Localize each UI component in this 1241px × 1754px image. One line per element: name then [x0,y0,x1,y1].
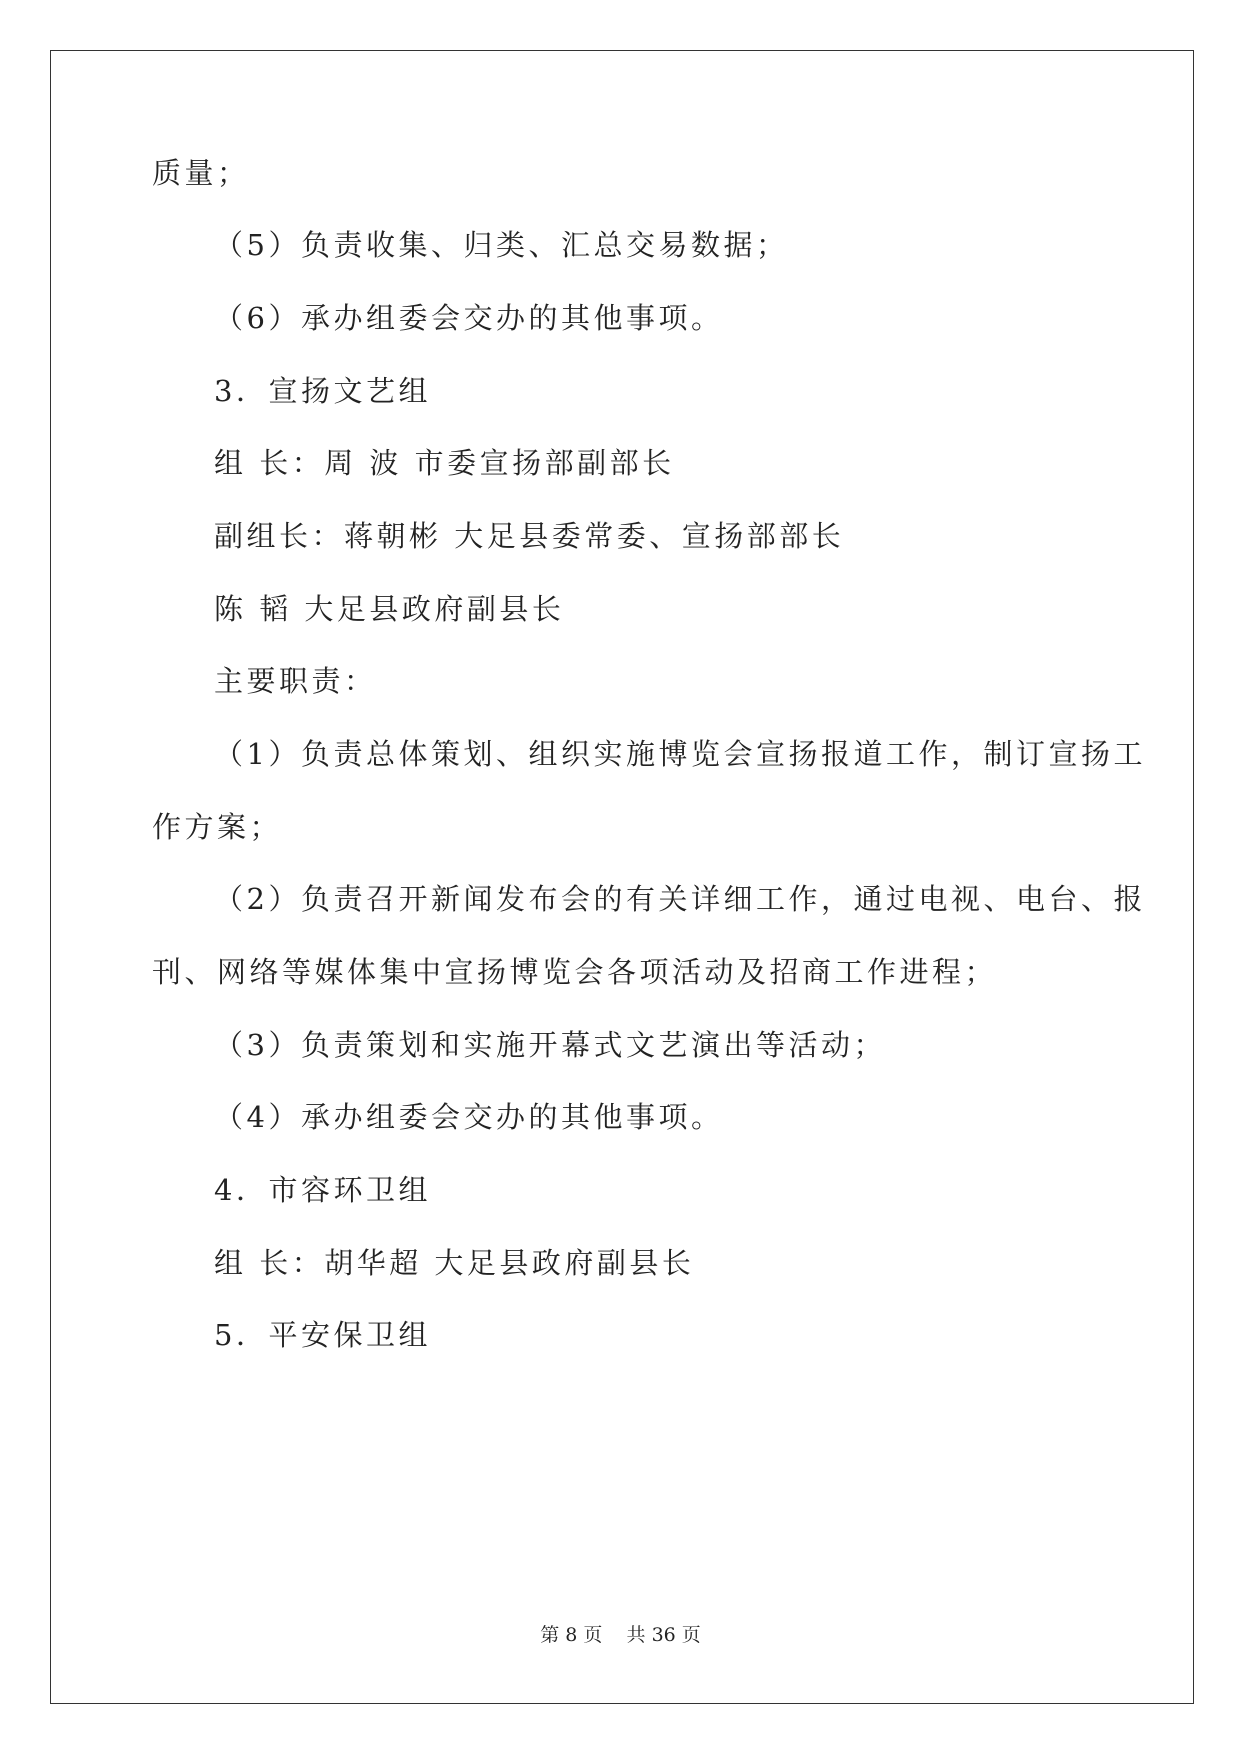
text-line: 质量； [152,156,250,190]
text-line: 作方案； [152,810,283,844]
text-line: （1）负责总体策划、组织实施博览会宣扬报道工作，制订宣扬工 [214,737,1146,771]
text-line: （4）承办组委会交办的其他事项。 [214,1100,724,1134]
page-number-footer: 第 8 页 共 36 页 [540,1624,701,1646]
text-line: 主要职责： [214,664,377,698]
section-heading: 5．平安保卫组 [214,1318,431,1352]
text-line: （6）承办组委会交办的其他事项。 [214,301,724,335]
text-line: （5）负责收集、归类、汇总交易数据； [214,228,789,262]
text-line: （3）负责策划和实施开幕式文艺演出等活动； [214,1028,886,1062]
text-line: 组 长：周 波 市委宣扬部副部长 [214,446,675,480]
text-line: （2）负责召开新闻发布会的有关详细工作，通过电视、电台、报 [214,882,1146,916]
text-line: 组 长：胡华超 大足县政府副县长 [214,1246,695,1280]
text-line: 陈 韬 大足县政府副县长 [214,592,565,626]
text-line: 刊、网络等媒体集中宣扬博览会各项活动及招商工作进程； [152,955,998,989]
text-line: 副组长：蒋朝彬 大足县委常委、宣扬部部长 [214,519,845,553]
section-heading: 3．宣扬文艺组 [214,374,431,408]
section-heading: 4．市容环卫组 [214,1173,431,1207]
